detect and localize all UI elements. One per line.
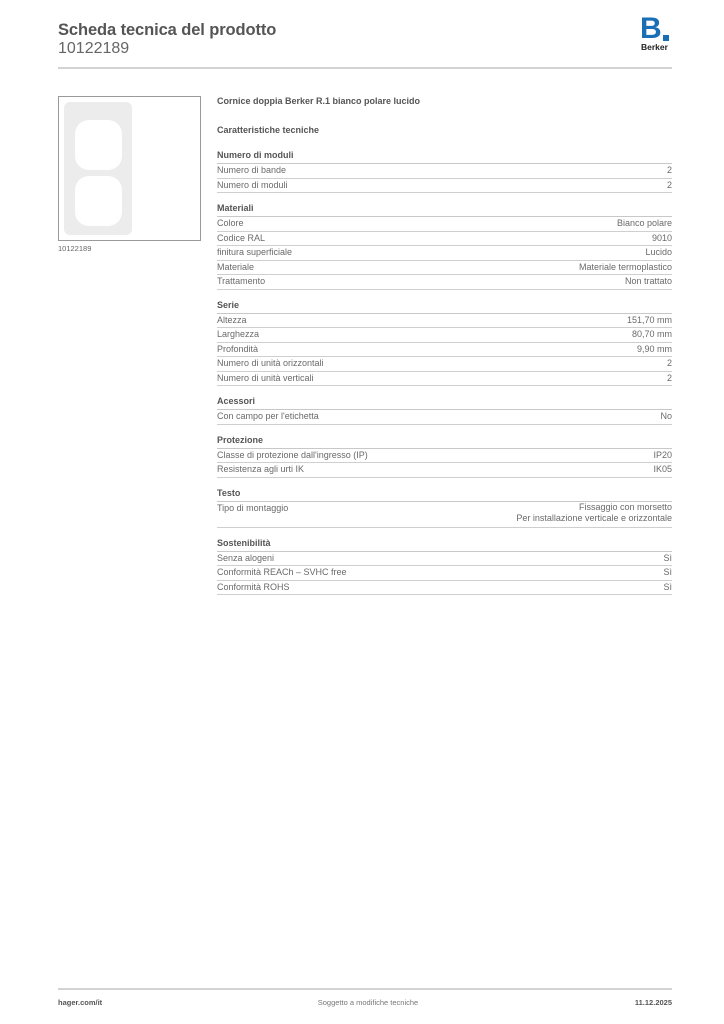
spec-value: 9010 [651,232,672,243]
spec-label: Numero di unità orizzontali [217,358,324,368]
spec-row [217,449,672,464]
spec-label: Codice RAL [217,232,266,243]
spec-row [217,566,672,581]
spec-label: Materiale [217,261,255,272]
spec-label: Numero di moduli [217,179,288,190]
spec-label: Larghezza [217,329,260,339]
spec-value: 2 [666,372,672,383]
spec-row [217,463,672,478]
berker-b-icon: B [640,16,676,42]
spec-label: Resistenza agli urti IK [217,464,305,474]
spec-label: Colore [217,218,244,228]
document-header [58,20,276,58]
group-title: Testo [217,488,672,502]
spec-label: Conformità REACh – SVHC free [217,567,347,577]
spec-label: Conformità ROHS [217,581,290,592]
spec-value: 2 [666,358,672,368]
group-title: Materiali [217,203,672,217]
spec-group-numero-moduli [217,150,672,193]
footer-website-link[interactable]: hager.com/it [58,998,103,1007]
spec-value: 151,70 mm [626,314,672,325]
spec-value-line-2: Per installazione verticale e orizzontale [516,513,672,523]
berker-logo [640,12,676,52]
product-code: 10122189 [58,40,130,57]
spec-row [217,261,672,276]
spec-content [217,96,672,605]
spec-value-line-1: Fissaggio con morsetto [578,501,672,512]
spec-row [217,246,672,261]
spec-label: Tipo di montaggio [217,502,289,513]
spec-value: Sì [663,581,672,592]
spec-label: Con campo per l'etichetta [217,411,319,421]
spec-row [217,164,672,179]
image-caption: 10122189 [58,244,92,253]
spec-value: 2 [666,165,672,175]
group-title: Acessori [217,396,672,410]
spec-value: 80,70 mm [631,329,672,339]
frame-opening-top [75,120,122,170]
spec-value: 9,90 mm [636,343,672,354]
spec-group-serie [217,300,672,387]
spec-row [217,179,672,194]
product-image [58,96,201,241]
header-divider [58,67,672,69]
spec-value: IK05 [653,464,672,474]
logo-dot [663,35,669,41]
footer-notice: Soggetto a modifiche tecniche [317,998,419,1007]
spec-group-materiali [217,203,672,290]
spec-group-protezione [217,435,672,478]
group-title: Protezione [217,435,672,449]
spec-value: No [660,411,672,421]
spec-value: Sì [663,567,672,577]
spec-value: Lucido [645,247,672,257]
spec-group-testo [217,488,672,528]
spec-row [217,343,672,358]
spec-group-accessori [217,396,672,425]
spec-label: Trattamento [217,276,266,286]
footer-divider [58,988,672,990]
spec-value: Materiale termoplastico [578,261,672,272]
frame-opening-bottom [75,176,122,226]
spec-label: Profondità [217,343,259,354]
spec-row [217,232,672,247]
spec-row [217,275,672,290]
spec-value: 2 [666,179,672,190]
product-name: Cornice doppia Berker R.1 bianco polare lucido [217,96,421,106]
spec-group-sostenibilita [217,538,672,596]
spec-row [217,502,672,528]
spec-value: IP20 [653,449,672,460]
double-frame-illustration [64,102,132,235]
spec-label: Numero di unità verticali [217,372,314,383]
spec-row [217,217,672,232]
group-title: Numero di moduli [217,150,672,164]
spec-row [217,581,672,596]
spec-row [217,357,672,372]
spec-label: finitura superficiale [217,247,293,257]
spec-label: Senza alogeni [217,552,275,563]
spec-row [217,410,672,425]
spec-value: Sì [663,552,672,563]
spec-label: Classe di protezione dall'ingresso (IP) [217,449,368,460]
spec-label: Altezza [217,314,247,325]
group-title: Serie [217,300,672,314]
spec-row [217,372,672,387]
spec-value [516,502,672,525]
spec-row [217,314,672,329]
spec-value: Bianco polare [616,218,672,228]
footer-date: 11.12.2025 [634,998,672,1007]
spec-row [217,552,672,567]
document-title: Scheda tecnica del prodotto [58,21,277,39]
spec-row [217,328,672,343]
group-title: Sostenibilità [217,538,672,552]
logo-brand-name: Berker [641,42,668,52]
spec-value: Non trattato [624,276,672,286]
spec-label: Numero di bande [217,165,287,175]
section-heading: Caratteristiche tecniche [217,125,320,135]
